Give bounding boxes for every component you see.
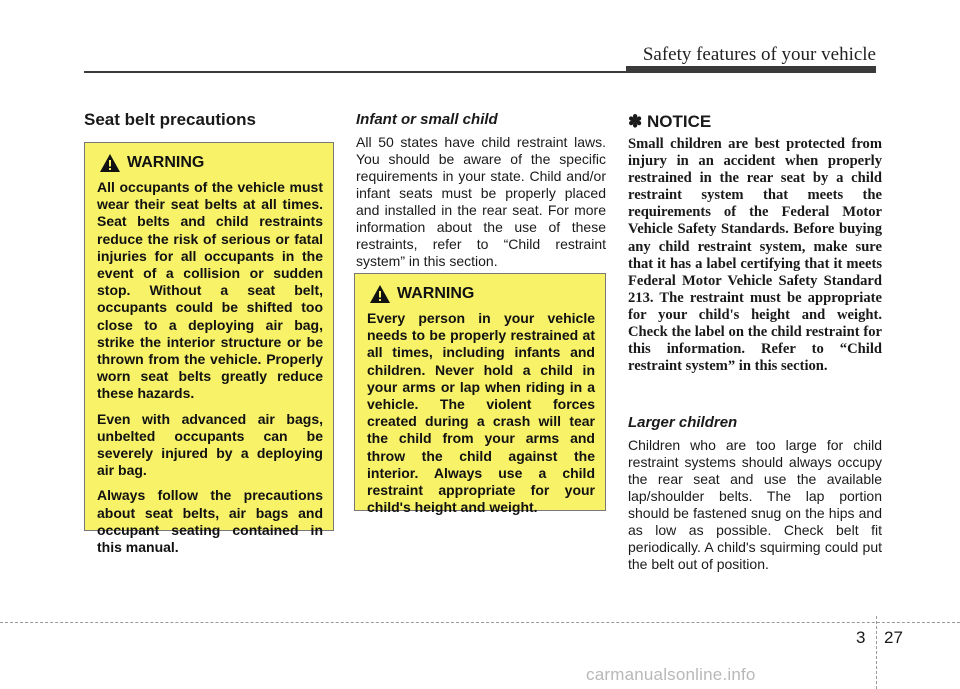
watermark: carmanualsonline.info xyxy=(586,665,756,684)
warning-box-children xyxy=(354,273,606,516)
page-number: 27 xyxy=(884,628,903,647)
subhead-infant: Infant or small child xyxy=(356,111,498,128)
page-chapter: 3 xyxy=(856,628,866,647)
notice-text: Small children are best protected from injury in an accident when properly restrained in the rear seat by a child restraint system that meets the requirements of the Federal Motor Vehicle Safety Standards. Before buying any child restraint system, make sure that it has a label certifying that it meets Federal Motor Vehicle Safety Standard 213. The restraint must be appropriate for your child's height and weight. Check the label on the child restraint for this information. Refer to “Child restraint system” in this section. xyxy=(628,136,882,375)
body-larger-children: Children who are too large for child restraint systems should always occupy the rear seat and use the available lap/shoulder belts. The lap portion should be fastened snug on the hips and as low as possible. Check belt fit periodically. A child's squirming could put the belt out of position. xyxy=(628,437,882,572)
warning-paragraph: Every person in your vehicle needs to be properly restrained at all times, including infants and children. Never hold a child in your arms or lap when riding in a vehicle. The violent forces created during a crash will tear the child from your arms and throw the child against the interior. Always use a child restraint appropriate for your child's height and weight. xyxy=(367,310,595,516)
warning-box-seat-belts xyxy=(84,142,334,556)
header-title: Safety features of your vehicle xyxy=(642,44,876,65)
footer-rule xyxy=(0,622,960,623)
notice-title: ✽ NOTICE xyxy=(628,112,712,131)
warning-paragraph: Always follow the precautions about seat belts, air bags and occupant seating contained in this manual. xyxy=(97,487,323,556)
warning-label: WARNING xyxy=(127,154,205,171)
footer-vline xyxy=(876,616,877,689)
warning-triangle-icon xyxy=(99,153,121,173)
warning-paragraph: Even with advanced air bags, unbelted occupants can be severely injured by a deploying air bag. xyxy=(97,410,323,479)
section-title: Seat belt precautions xyxy=(84,110,256,129)
warning-header xyxy=(369,284,595,304)
subhead-larger-children: Larger children xyxy=(628,414,738,431)
body-infant: All 50 states have child restraint laws. You should be aware of the specific requirements in your state. Child and/or infant seats must be properly placed and installed in the rear seat. For more information about the use of these restraints, refer to “Child restraint system” in this section. xyxy=(356,134,606,269)
warning-triangle-icon xyxy=(369,284,391,304)
warning-header xyxy=(99,153,323,173)
warning-paragraph: All occupants of the vehicle must wear their seat belts at all times. Seat belts and child restraints reduce the risk of serious or fatal injuries for all occupants in the event of a collision or sudden stop. Without a seat belt, occupants could be shifted too close to a deploying air bag, strike the interior structure or be thrown from the vehicle. Properly worn seat belts greatly reduce these hazards. xyxy=(97,179,323,402)
header-rule xyxy=(84,71,876,73)
warning-label: WARNING xyxy=(397,285,475,302)
